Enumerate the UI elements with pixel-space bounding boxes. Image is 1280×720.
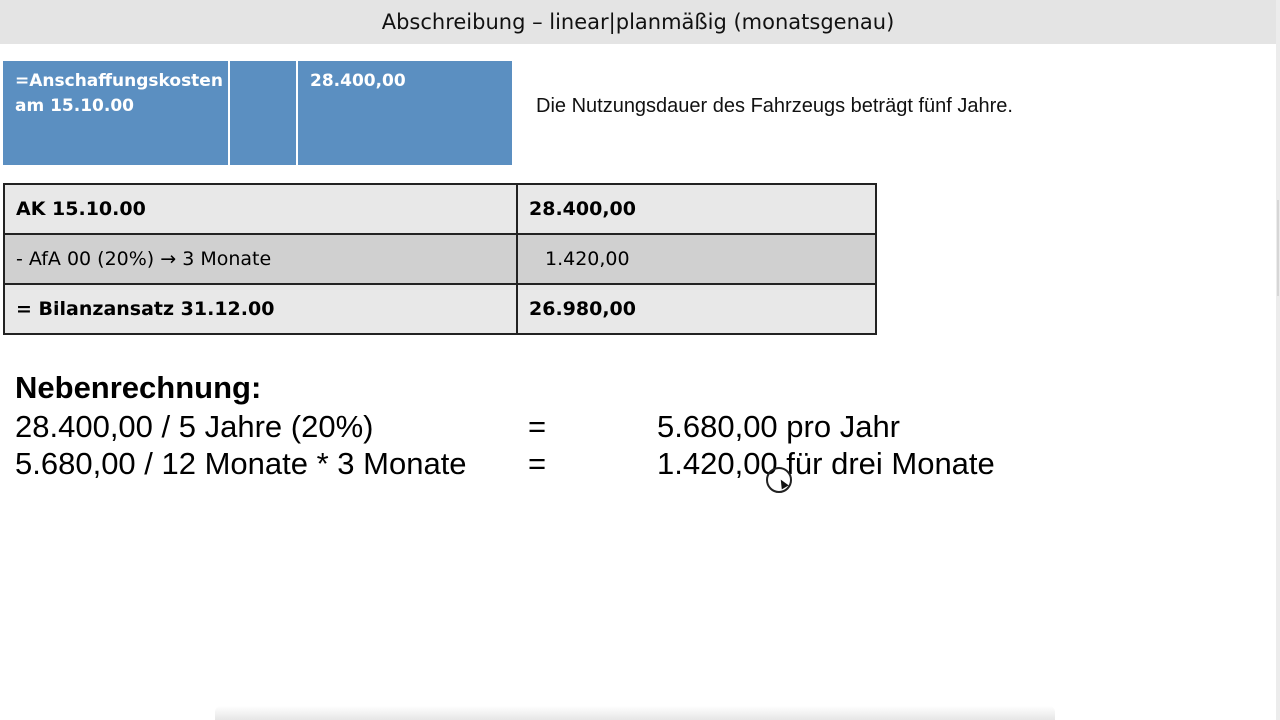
slide-title: Abschreibung – linear|planmäßig (monatsgenau) [0,0,1276,44]
acquisition-value: 28.400,00 [298,61,512,165]
depreciation-table [3,183,877,335]
acquisition-middle-cell [230,61,296,165]
right-edge [1276,0,1280,720]
row-value: 28.400,00 [517,184,876,234]
row-label: AK 15.10.00 [4,184,517,234]
scrollbar-thumb[interactable] [1277,200,1279,296]
row-label: = Bilanzansatz 31.12.00 [4,284,517,334]
calc-equals: = [528,409,547,444]
table-row [4,234,876,284]
table-row [4,284,876,334]
calc-rhs: 1.420,00 für drei Monate [657,446,995,481]
table-row [4,184,876,234]
calc-equals: = [528,446,547,481]
nebenrechnung-heading: Nebenrechnung: [15,370,262,405]
row-value: 1.420,00 [517,234,876,284]
calc-rhs: 5.680,00 pro Jahr [657,409,901,444]
bottom-panel-edge [215,706,1055,720]
row-value: 26.980,00 [517,284,876,334]
usage-note: Die Nutzungsdauer des Fahrzeugs beträgt fünf Jahre. [536,95,1013,117]
acquisition-box [3,61,512,165]
acquisition-label: =Anschaffungskosten am 15.10.00 [3,61,228,165]
calc-lhs: 28.400,00 / 5 Jahre (20%) [15,409,374,444]
calc-lhs: 5.680,00 / 12 Monate * 3 Monate [15,446,467,481]
row-label: - AfA 00 (20%) → 3 Monate [4,234,517,284]
